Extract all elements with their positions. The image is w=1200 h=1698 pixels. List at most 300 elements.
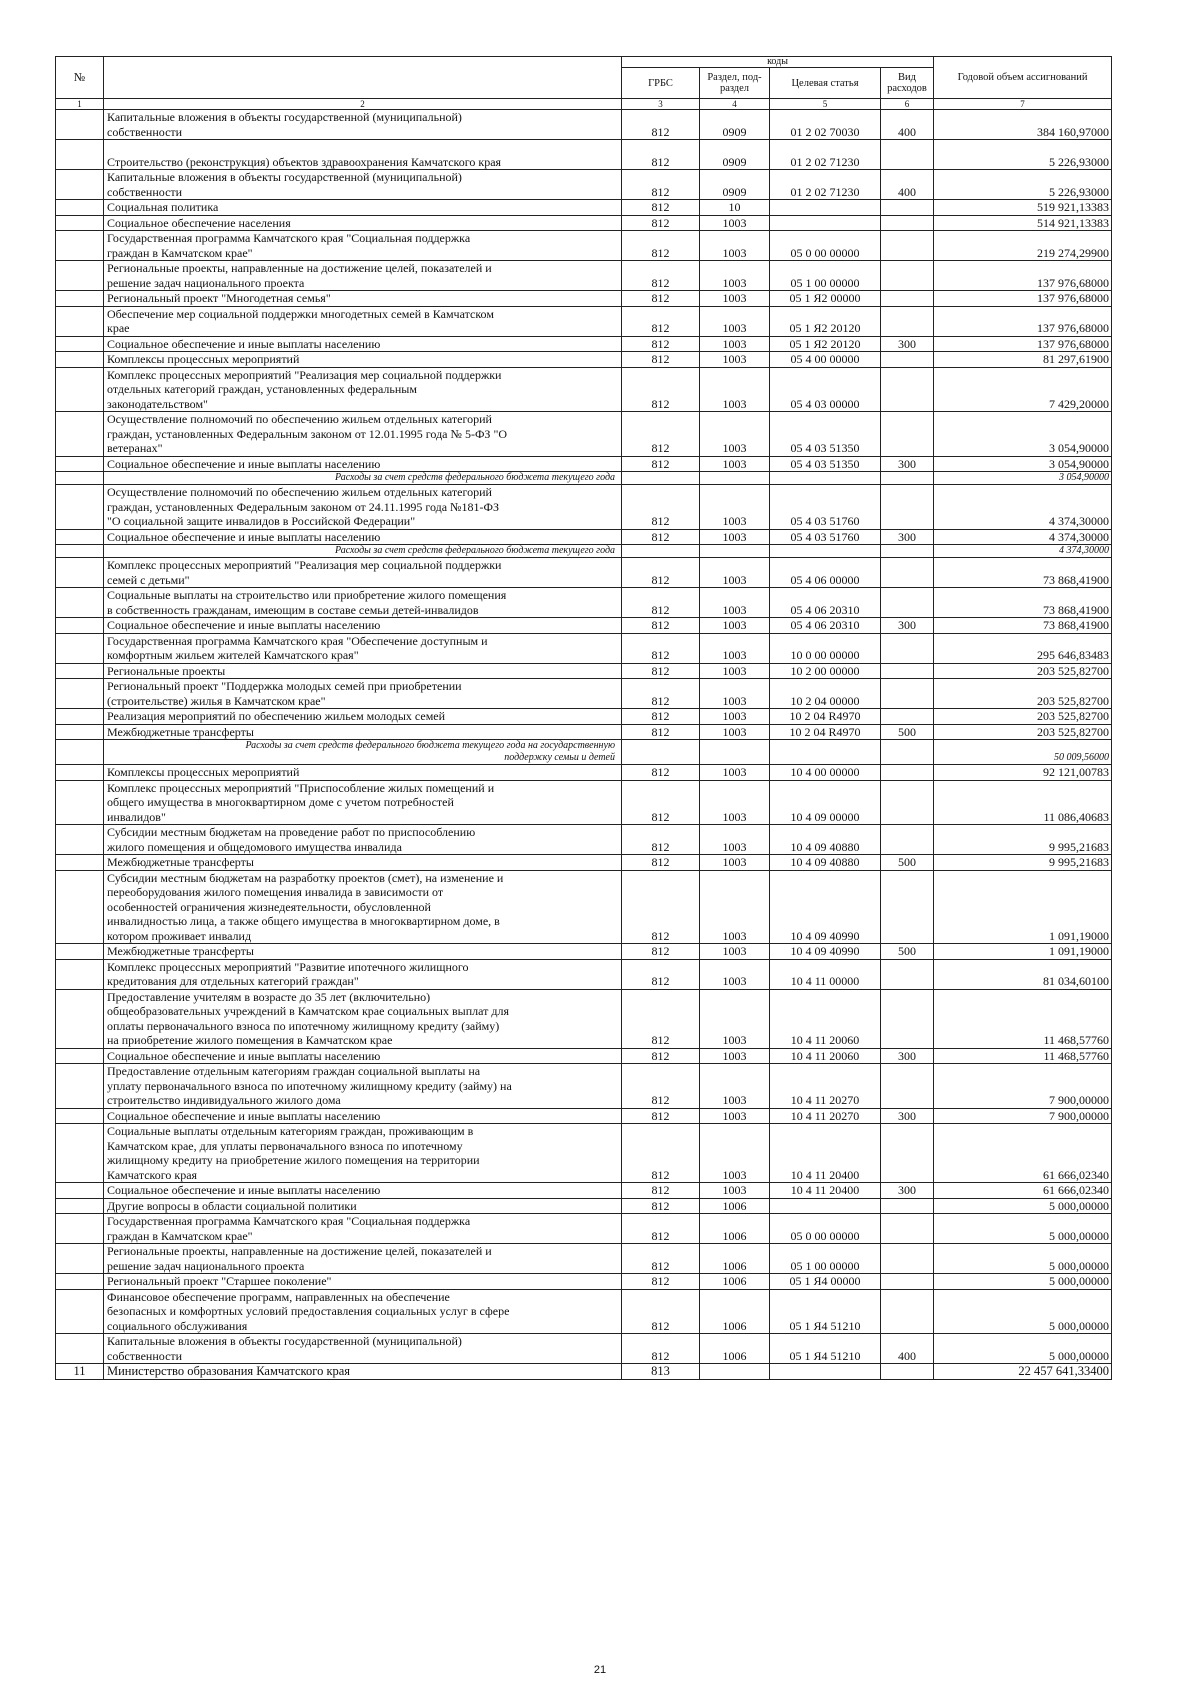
row-name-line: на приобретение жилого помещения в Камчатском крае [107, 1033, 393, 1047]
grbs-cell [622, 545, 700, 558]
row-number-cell [56, 740, 104, 765]
section-cell: 1003 [700, 633, 770, 663]
row-name-line: Социальное обеспечение и иные выплаты населению [107, 529, 381, 544]
row-name-cell [104, 989, 622, 1048]
amount-cell: 92 121,00783 [934, 765, 1112, 781]
row-name-line: Субсидии местным бюджетам на разработку проектов (смет), на изменение и [107, 870, 504, 885]
type-cell: 500 [881, 724, 934, 740]
grbs-cell: 812 [622, 825, 700, 855]
amount-cell: 384 160,97000 [934, 110, 1112, 140]
row-number-cell [56, 633, 104, 663]
grbs-cell: 812 [622, 1064, 700, 1109]
budget-table [55, 56, 1112, 1380]
row-name-line: Комплексы процессных мероприятий [107, 352, 300, 366]
section-cell: 1003 [700, 558, 770, 588]
type-cell: 500 [881, 944, 934, 960]
type-cell [881, 780, 934, 825]
row-name-cell [104, 825, 622, 855]
row-name-line: отдельных категорий граждан, установленных федеральным [107, 382, 417, 396]
row-name-line: Капитальные вложения в объекты государственной (муниципальной) [107, 110, 462, 124]
type-cell [881, 633, 934, 663]
row-name-line: Социальное обеспечение и иные выплаты населению [107, 456, 381, 471]
row-name-cell [104, 1214, 622, 1244]
row-name-line: Социальные выплаты на строительство или приобретение жилого помещения [107, 588, 507, 602]
target-cell: 05 1 Я2 00000 [770, 291, 881, 307]
row-name-line: семей с детьми" [107, 572, 190, 587]
amount-cell: 11 468,57760 [934, 989, 1112, 1048]
row-number-cell [56, 724, 104, 740]
table-row [56, 765, 1112, 781]
amount-cell: 219 274,29900 [934, 231, 1112, 261]
row-number-cell [56, 1048, 104, 1064]
row-name-line: Строительство (реконструкция) объектов здравоохранения Камчатского края [107, 154, 502, 169]
row-name-line: граждан в Камчатском крае" [107, 1228, 253, 1243]
grbs-cell: 812 [622, 633, 700, 663]
target-cell: 05 4 03 51350 [770, 456, 881, 472]
row-name-cell [104, 1274, 622, 1290]
type-cell [881, 215, 934, 231]
row-name-cell [104, 588, 622, 618]
row-number-cell [56, 352, 104, 368]
row-name-cell [104, 855, 622, 871]
row-number-cell [56, 618, 104, 634]
row-name-line: собственности [107, 124, 183, 139]
table-row [56, 215, 1112, 231]
row-name-cell [104, 1048, 622, 1064]
type-cell: 300 [881, 618, 934, 634]
row-name-line: собственности [107, 184, 183, 199]
grbs-cell: 812 [622, 780, 700, 825]
section-cell: 1003 [700, 529, 770, 545]
grbs-cell: 812 [622, 485, 700, 530]
row-name-cell [104, 215, 622, 231]
row-number-cell [56, 989, 104, 1048]
header-grbs: ГРБС [622, 68, 700, 99]
amount-cell: 81 034,60100 [934, 959, 1112, 989]
grbs-cell: 812 [622, 1214, 700, 1244]
target-cell: 05 4 06 20310 [770, 618, 881, 634]
section-cell: 1003 [700, 352, 770, 368]
header-name [104, 57, 622, 99]
type-cell [881, 231, 934, 261]
row-name-line: Региональный проект "Многодетная семья" [107, 291, 331, 305]
row-number-cell [56, 663, 104, 679]
section-cell: 1006 [700, 1244, 770, 1274]
table-row [56, 633, 1112, 663]
target-cell [770, 740, 881, 765]
row-name-line: Осуществление полномочий по обеспечению жильем отдельных категорий [107, 412, 492, 426]
grbs-cell: 812 [622, 944, 700, 960]
section-cell: 1003 [700, 588, 770, 618]
row-name-line: Государственная программа Камчатского края "Социальная поддержка [107, 1214, 471, 1228]
column-number: 5 [770, 99, 881, 110]
header-type: Вид расходов [881, 68, 934, 99]
grbs-cell: 812 [622, 352, 700, 368]
header-codes: коды [622, 57, 934, 68]
row-name-cell [104, 485, 622, 530]
grbs-cell [622, 740, 700, 765]
row-name-line: Социальное обеспечение населения [107, 215, 291, 230]
row-name-line: Министерство образования Камчатского края [107, 1364, 351, 1378]
section-cell: 1003 [700, 825, 770, 855]
table-row [56, 110, 1112, 140]
table-row [56, 352, 1112, 368]
grbs-cell: 812 [622, 679, 700, 709]
type-cell [881, 663, 934, 679]
row-name-line: безопасных и комфортных условий предоставления социальных услуг в сфере [107, 1304, 510, 1318]
row-name-cell [104, 231, 622, 261]
grbs-cell: 812 [622, 959, 700, 989]
grbs-cell: 812 [622, 140, 700, 170]
grbs-cell: 813 [622, 1364, 700, 1380]
amount-cell: 7 429,20000 [934, 367, 1112, 412]
grbs-cell: 812 [622, 989, 700, 1048]
table-row [56, 959, 1112, 989]
type-cell [881, 740, 934, 765]
row-name-line: Комплекс процессных мероприятий "Реализация мер социальной поддержки [107, 558, 502, 572]
row-number-cell [56, 170, 104, 200]
row-name-cell [104, 456, 622, 472]
row-name-line: граждан, установленных Федеральным законом от 12.01.1995 года № 5-ФЗ "О [107, 426, 508, 441]
row-number-cell [56, 231, 104, 261]
row-name-line: Социальные выплаты отдельным категориям граждан, проживающим в [107, 1124, 474, 1138]
type-cell [881, 306, 934, 336]
section-cell: 1003 [700, 336, 770, 352]
row-number-cell [56, 870, 104, 944]
row-name-cell [104, 1334, 622, 1364]
row-name-line: ветеранах" [107, 441, 163, 455]
row-number-cell [56, 1064, 104, 1109]
section-cell: 0909 [700, 170, 770, 200]
target-cell: 01 2 02 70030 [770, 110, 881, 140]
amount-cell: 5 000,00000 [934, 1214, 1112, 1244]
table-row [56, 825, 1112, 855]
row-name-cell [104, 558, 622, 588]
target-cell: 05 1 00 00000 [770, 1244, 881, 1274]
type-cell: 400 [881, 1334, 934, 1364]
type-cell [881, 709, 934, 725]
type-cell: 400 [881, 110, 934, 140]
row-number-cell [56, 529, 104, 545]
row-name-line: Капитальные вложения в объекты государственной (муниципальной) [107, 1334, 462, 1348]
section-cell: 1003 [700, 261, 770, 291]
type-cell [881, 1214, 934, 1244]
row-number-cell [56, 1124, 104, 1183]
amount-cell: 137 976,68000 [934, 336, 1112, 352]
table-subrow [56, 472, 1112, 485]
amount-cell: 1 091,19000 [934, 944, 1112, 960]
page-number: 21 [593, 1664, 607, 1676]
amount-cell: 203 525,82700 [934, 724, 1112, 740]
amount-cell: 5 000,00000 [934, 1274, 1112, 1290]
column-number: 1 [56, 99, 104, 110]
row-number-cell [56, 485, 104, 530]
row-name-cell [104, 306, 622, 336]
table-row [56, 1183, 1112, 1199]
target-cell: 05 4 03 51760 [770, 485, 881, 530]
row-name-line: Социальное обеспечение и иные выплаты населению [107, 1048, 381, 1063]
row-name-line: (строительстве) жилья в Камчатском крае" [107, 693, 326, 708]
column-number: 2 [104, 99, 622, 110]
table-row [56, 780, 1112, 825]
amount-cell: 9 995,21683 [934, 855, 1112, 871]
table-row [56, 709, 1112, 725]
table-row [56, 1048, 1112, 1064]
target-cell: 05 1 Я4 51210 [770, 1289, 881, 1334]
column-numbers-row [56, 99, 1112, 110]
type-cell [881, 485, 934, 530]
row-name-cell [104, 529, 622, 545]
amount-cell: 61 666,02340 [934, 1124, 1112, 1183]
section-cell: 1003 [700, 412, 770, 457]
row-name-line: Расходы за счет средств федерального бюджета текущего года [335, 545, 615, 556]
row-name-cell [104, 1108, 622, 1124]
grbs-cell: 812 [622, 456, 700, 472]
type-cell [881, 140, 934, 170]
column-number: 7 [934, 99, 1112, 110]
row-name-cell [104, 740, 622, 765]
row-name-cell [104, 170, 622, 200]
row-name-line: Социальное обеспечение и иные выплаты населению [107, 618, 381, 632]
row-name-cell [104, 472, 622, 485]
section-cell: 1003 [700, 367, 770, 412]
target-cell: 05 4 03 00000 [770, 367, 881, 412]
amount-cell: 295 646,83483 [934, 633, 1112, 663]
target-cell: 05 1 Я4 51210 [770, 1334, 881, 1364]
amount-cell: 5 000,00000 [934, 1198, 1112, 1214]
table-body [56, 110, 1112, 1380]
row-name-line: переоборудования жилого помещения инвалида в зависимости от [107, 885, 444, 899]
table-row [56, 1108, 1112, 1124]
type-cell [881, 1274, 934, 1290]
row-name-line: Расходы за счет средств федерального бюджета текущего года [335, 472, 615, 483]
row-name-line: оплаты первоначального взноса по ипотечному жилищному кредиту (займу) [107, 1018, 500, 1033]
row-name-line: жилищному кредиту на приобретение жилого помещения на территории [107, 1153, 480, 1167]
row-name-cell [104, 959, 622, 989]
grbs-cell: 812 [622, 663, 700, 679]
header-target: Целевая статья [770, 68, 881, 99]
amount-cell: 7 900,00000 [934, 1108, 1112, 1124]
row-name-line: Субсидии местным бюджетам на проведение работ по приспособлению [107, 825, 476, 839]
header-amount: Годовой объем ассигнований [934, 57, 1112, 99]
section-cell: 1003 [700, 215, 770, 231]
row-name-cell [104, 780, 622, 825]
section-cell [700, 472, 770, 485]
target-cell [770, 472, 881, 485]
row-name-cell [104, 1244, 622, 1274]
row-name-line: инвалидностью лица, а также общего имущества в многоквартирном доме, в [107, 914, 500, 928]
amount-cell: 203 525,82700 [934, 663, 1112, 679]
row-name-line: Социальное обеспечение и иные выплаты населению [107, 1108, 381, 1123]
row-name-line: Региональный проект "Поддержка молодых семей при приобретении [107, 679, 462, 693]
section-cell [700, 1364, 770, 1380]
row-number-cell [56, 558, 104, 588]
table-header [56, 57, 1112, 110]
type-cell [881, 1198, 934, 1214]
row-name-cell [104, 633, 622, 663]
row-name-line: Межбюджетные трансферты [107, 855, 254, 869]
table-row [56, 336, 1112, 352]
amount-cell: 50 009,56000 [934, 740, 1112, 765]
table-row [56, 1124, 1112, 1183]
row-name-cell [104, 200, 622, 216]
table-row [56, 485, 1112, 530]
table-row [56, 618, 1112, 634]
target-cell: 01 2 02 71230 [770, 170, 881, 200]
row-name-line: комфортным жильем жителей Камчатского края" [107, 648, 359, 662]
row-name-line: Комплекс процессных мероприятий "Реализация мер социальной поддержки [107, 367, 502, 382]
row-name-cell [104, 336, 622, 352]
type-cell [881, 588, 934, 618]
amount-cell: 5 226,93000 [934, 140, 1112, 170]
row-name-line: Комплексы процессных мероприятий [107, 765, 300, 779]
grbs-cell [622, 472, 700, 485]
row-number-cell [56, 545, 104, 558]
table-row [56, 1064, 1112, 1109]
amount-cell: 5 000,00000 [934, 1244, 1112, 1274]
row-number-cell [56, 336, 104, 352]
amount-cell: 5 226,93000 [934, 170, 1112, 200]
grbs-cell: 812 [622, 412, 700, 457]
target-cell [770, 1364, 881, 1380]
column-number: 6 [881, 99, 934, 110]
grbs-cell: 812 [622, 618, 700, 634]
row-name-line: Финансовое обеспечение программ, направленных на обеспечение [107, 1289, 450, 1304]
type-cell [881, 545, 934, 558]
row-number-cell [56, 1108, 104, 1124]
header-section: Раздел, под-раздел [700, 68, 770, 99]
column-number: 4 [700, 99, 770, 110]
row-name-line: Камчатского края [107, 1167, 198, 1182]
amount-cell: 73 868,41900 [934, 618, 1112, 634]
target-cell: 05 4 03 51350 [770, 412, 881, 457]
row-name-line: Осуществление полномочий по обеспечению жильем отдельных категорий [107, 485, 492, 499]
target-cell: 05 4 06 00000 [770, 558, 881, 588]
section-cell: 1003 [700, 765, 770, 781]
target-cell [770, 200, 881, 216]
row-name-line: Комплекс процессных мероприятий "Приспособление жилых помещений и [107, 780, 495, 795]
grbs-cell: 812 [622, 870, 700, 944]
row-name-line: Региональные проекты [107, 663, 226, 678]
table-row [56, 588, 1112, 618]
amount-cell: 5 000,00000 [934, 1334, 1112, 1364]
amount-cell: 61 666,02340 [934, 1183, 1112, 1199]
amount-cell: 73 868,41900 [934, 588, 1112, 618]
row-name-line: Государственная программа Камчатского края "Социальная поддержка [107, 231, 471, 245]
type-cell [881, 679, 934, 709]
table-row [56, 1274, 1112, 1290]
type-cell [881, 200, 934, 216]
row-number-cell [56, 1334, 104, 1364]
table-row [56, 679, 1112, 709]
target-cell: 10 4 11 20270 [770, 1108, 881, 1124]
row-name-line: решение задач национального проекта [107, 1258, 305, 1273]
row-name-line: кредитования для отдельных категорий граждан" [107, 974, 359, 988]
grbs-cell: 812 [622, 709, 700, 725]
type-cell: 300 [881, 336, 934, 352]
amount-cell: 137 976,68000 [934, 306, 1112, 336]
section-cell: 1006 [700, 1214, 770, 1244]
section-cell: 1003 [700, 1183, 770, 1199]
row-number-cell [56, 780, 104, 825]
row-number-cell: 11 [56, 1364, 104, 1380]
row-name-cell [104, 618, 622, 634]
row-name-cell [104, 679, 622, 709]
target-cell: 10 4 00 00000 [770, 765, 881, 781]
section-cell: 1003 [700, 679, 770, 709]
type-cell [881, 765, 934, 781]
row-name-line: Региональные проекты, направленные на достижение целей, показателей и [107, 1244, 492, 1258]
grbs-cell: 812 [622, 367, 700, 412]
amount-cell: 22 457 641,33400 [934, 1364, 1112, 1380]
column-number: 3 [622, 99, 700, 110]
target-cell [770, 215, 881, 231]
grbs-cell: 812 [622, 261, 700, 291]
amount-cell: 203 525,82700 [934, 709, 1112, 725]
row-number-cell [56, 456, 104, 472]
type-cell [881, 367, 934, 412]
row-name-line: строительство индивидуального жилого дома [107, 1093, 341, 1107]
row-name-cell [104, 663, 622, 679]
row-number-cell [56, 200, 104, 216]
row-number-cell [56, 855, 104, 871]
target-cell: 10 4 11 00000 [770, 959, 881, 989]
section-cell: 1003 [700, 663, 770, 679]
amount-cell: 11 086,40683 [934, 780, 1112, 825]
target-cell: 10 4 11 20060 [770, 1048, 881, 1064]
type-cell [881, 1364, 934, 1380]
row-number-cell [56, 765, 104, 781]
row-number-cell [56, 679, 104, 709]
table-row [56, 367, 1112, 412]
amount-cell: 137 976,68000 [934, 291, 1112, 307]
row-name-line: котором проживает инвалид [107, 928, 252, 943]
row-number-cell [56, 709, 104, 725]
section-cell: 1003 [700, 1108, 770, 1124]
row-name-line: жилого помещения и общедомового имущества инвалида [107, 839, 402, 854]
amount-cell: 81 297,61900 [934, 352, 1112, 368]
table-row [56, 200, 1112, 216]
table-subrow [56, 545, 1112, 558]
section-cell: 1006 [700, 1289, 770, 1334]
row-name-line: особенностей ограничения жизнедеятельности, обусловленной [107, 899, 431, 914]
row-name-line: граждан, установленных Федеральным законом от 24.11.1995 года №181-ФЗ [107, 499, 499, 514]
amount-cell: 11 468,57760 [934, 1048, 1112, 1064]
row-name-line: Расходы за счет средств федерального бюджета текущего года на государственную [245, 740, 615, 751]
row-name-line: Реализация мероприятий по обеспечению жильем молодых семей [107, 709, 446, 723]
grbs-cell: 812 [622, 306, 700, 336]
type-cell [881, 1289, 934, 1334]
row-name-line: Капитальные вложения в объекты государственной (муниципальной) [107, 170, 462, 184]
amount-cell: 4 374,30000 [934, 545, 1112, 558]
row-number-cell [56, 1198, 104, 1214]
type-cell [881, 1124, 934, 1183]
row-name-cell [104, 1364, 622, 1380]
grbs-cell: 812 [622, 1048, 700, 1064]
type-cell: 500 [881, 855, 934, 871]
target-cell: 10 4 09 40990 [770, 870, 881, 944]
target-cell: 10 2 04 R4970 [770, 724, 881, 740]
row-name-line: граждан в Камчатском крае" [107, 245, 253, 260]
row-number-cell [56, 412, 104, 457]
row-name-line: общеобразовательных учреждений в Камчатском крае социальных выплат для [107, 1004, 509, 1018]
table-row [56, 1214, 1112, 1244]
section-cell: 1003 [700, 870, 770, 944]
table-row [56, 456, 1112, 472]
section-cell: 10 [700, 200, 770, 216]
grbs-cell: 812 [622, 215, 700, 231]
table-row [56, 663, 1112, 679]
